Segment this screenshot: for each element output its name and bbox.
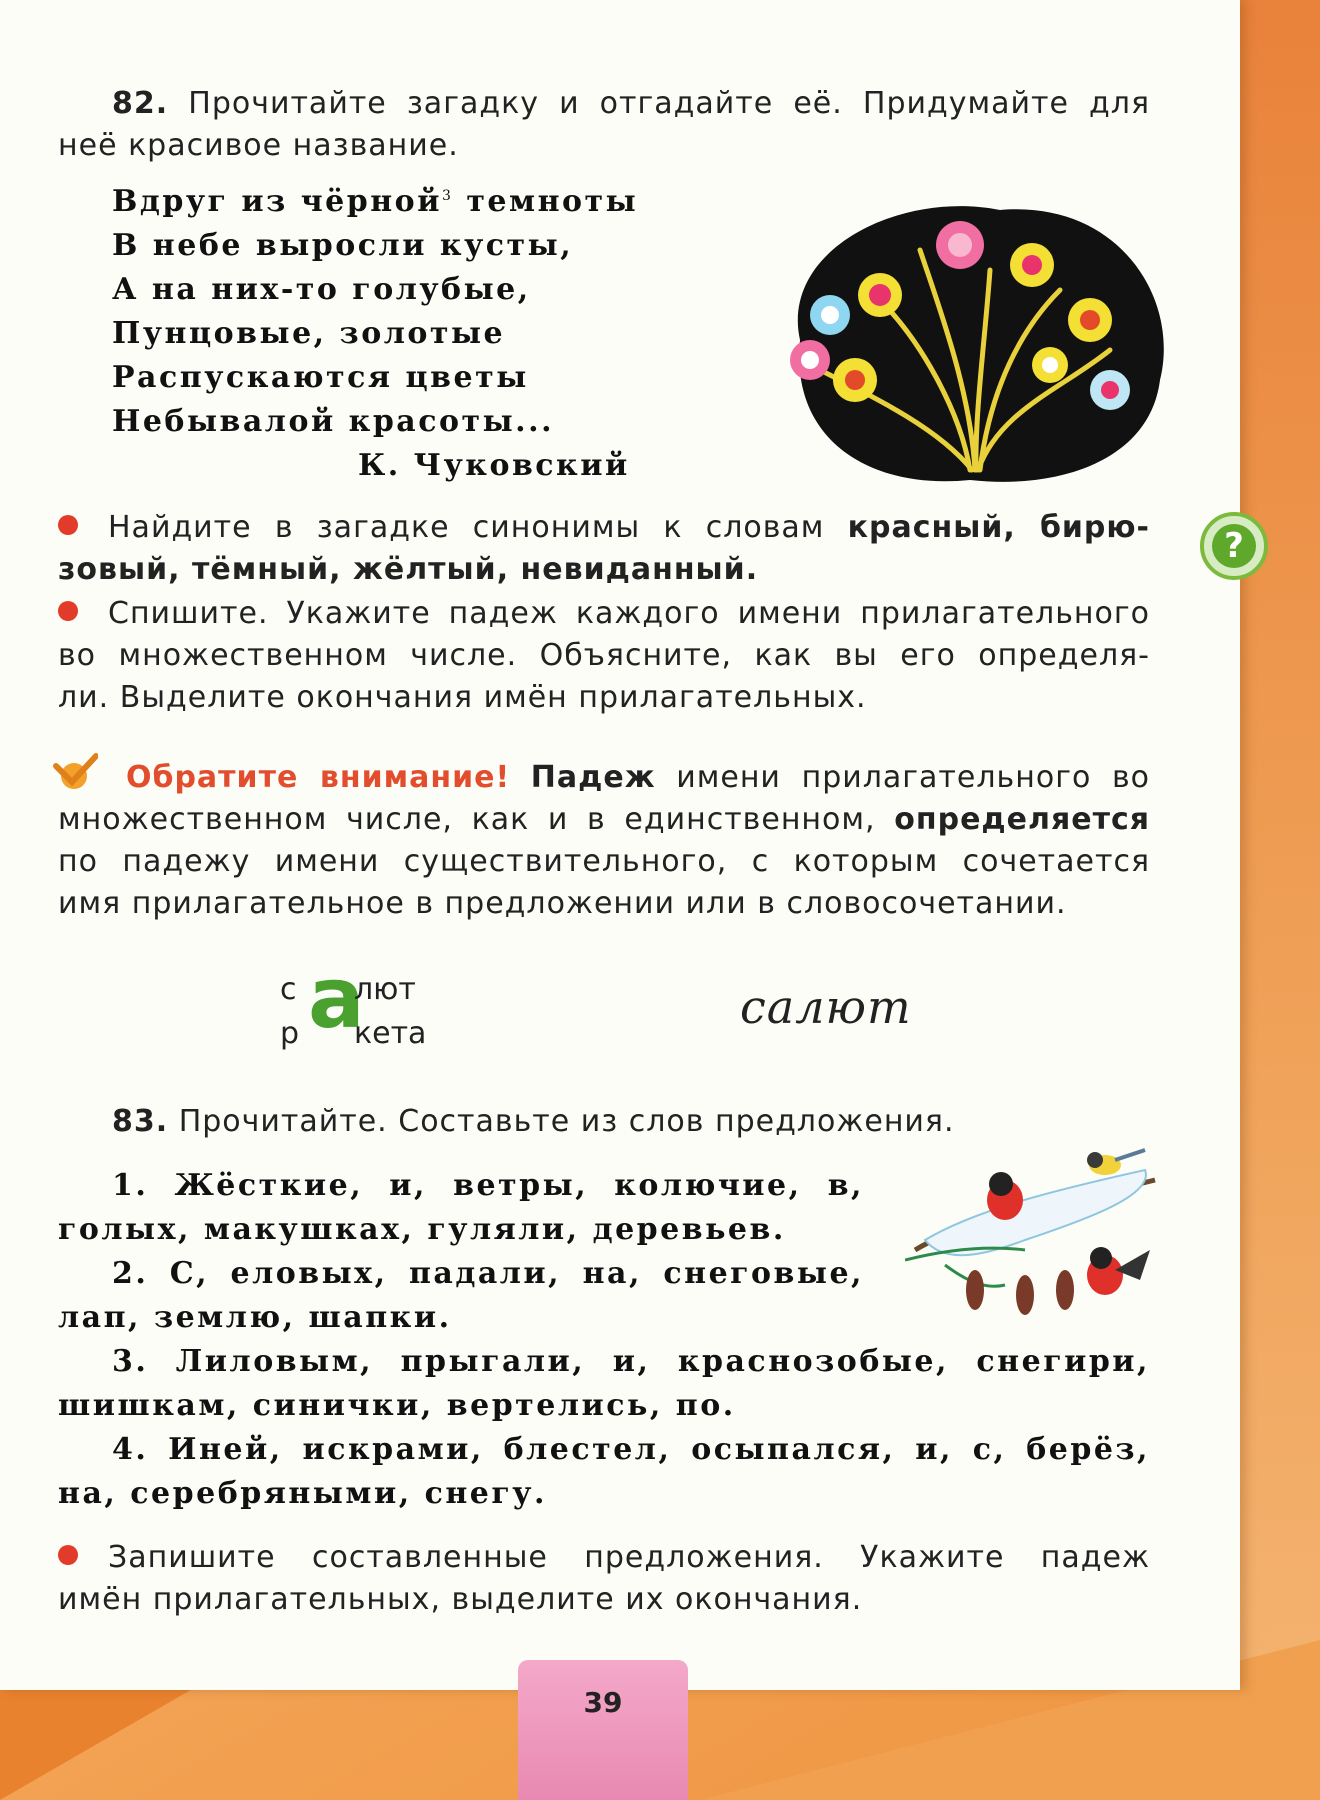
- ex83-task-line2: имён прилагательных, выделите их окончания.: [58, 1582, 863, 1617]
- footnote-mark: 3: [441, 188, 454, 204]
- ex83-task-line1-text: Запишите составленные предложения. Укажите падеж: [108, 1540, 1150, 1575]
- task1-text: Найдите в загадке синонимы к словам: [108, 510, 825, 545]
- help-question-mark: ?: [1212, 524, 1256, 568]
- ex82-intro-line1: [112, 86, 1150, 121]
- right-edge-stripe: [1235, 0, 1320, 1800]
- ex83-line-7: 4. Иней, искрами, блестел, осыпался, и, с, берёз,: [112, 1432, 1150, 1467]
- ex83-line-3: 2. С, еловых, падали, на, снеговые,: [112, 1256, 864, 1291]
- poem-line-1-text: Вдруг из чёрной: [112, 184, 442, 219]
- bullet-dot-icon: [58, 1545, 78, 1565]
- note-bold-word: Падеж: [530, 760, 656, 795]
- poem-author: К. Чуковский: [358, 448, 630, 483]
- task2-line2: во множественном числе. Объясните, как вы его определя-: [58, 638, 1150, 673]
- poem-line-2: В небе выросли кусты,: [112, 228, 574, 263]
- fireworks-illustration: [760, 190, 1180, 490]
- poem-line-6: Небывалой красоты...: [112, 404, 555, 439]
- vocab-word2-suffix: кета: [354, 1016, 427, 1051]
- vocab-word1-suffix: лют: [354, 972, 416, 1007]
- note-line1-text: имени прилагательного во: [676, 760, 1150, 795]
- note-title: Обратите внимание!: [126, 760, 511, 795]
- note-line2-text: множественном числе, как и в единственном,: [58, 802, 876, 837]
- bullet-dot-icon: [58, 601, 78, 621]
- task1-words: красный, бирю-: [847, 510, 1150, 545]
- ex83-line-2: голых, макушках, гуляли, деревьев.: [58, 1212, 786, 1247]
- note-line1: [126, 760, 1150, 795]
- task2-line3: ли. Выделите окончания имён прилагательных.: [58, 680, 867, 715]
- note-line4: имя прилагательное в предложении или в словосочетании.: [58, 886, 1067, 921]
- poem-line-3: А на них-то голубые,: [112, 272, 531, 307]
- vocab-highlight-letter: а: [308, 949, 365, 1047]
- vocab-word1-prefix: с: [280, 972, 297, 1007]
- ex82-intro-line2: неё красивое название.: [58, 128, 459, 163]
- poem-line-1-end: темноты: [466, 184, 639, 219]
- ex82-intro-text: Прочитайте загадку и отгадайте её. Придумайте для: [188, 86, 1151, 121]
- ex83-intro: [112, 1104, 955, 1139]
- ex83-number: 83.: [112, 1104, 169, 1139]
- vocab-handwritten-word: салют: [740, 980, 912, 1034]
- poem-line-4: Пунцовые, золотые: [112, 316, 506, 351]
- note-line2-bold: определяется: [894, 802, 1150, 837]
- bullfinches-illustration: [905, 1140, 1165, 1330]
- note-line3: по падежу имени существительного, с которым сочетается: [58, 844, 1150, 879]
- task2-line1: [58, 596, 1150, 631]
- vocabulary-word: [280, 949, 440, 1060]
- attention-check-icon: [52, 752, 98, 792]
- page-number: 39: [583, 1686, 623, 1719]
- ex82-number: 82.: [112, 86, 169, 121]
- ex83-line-6: шишкам, синички, вертелись, по.: [58, 1388, 736, 1423]
- note-line2: [58, 802, 1150, 837]
- help-question-icon[interactable]: [1200, 512, 1268, 580]
- task1-line2: зовый, тёмный, жёлтый, невиданный.: [58, 552, 759, 587]
- ex83-intro-text: Прочитайте. Составьте из слов предложения.: [178, 1104, 955, 1139]
- ex83-line-4: лап, землю, шапки.: [58, 1300, 452, 1335]
- page-number-tab: [518, 1660, 688, 1800]
- ex83-line-5: 3. Лиловым, прыгали, и, краснозобые, снегири,: [112, 1344, 1150, 1379]
- poem-line-5: Распускаются цветы: [112, 360, 529, 395]
- ex83-task-line1: [58, 1540, 1150, 1575]
- bullet-dot-icon: [58, 515, 78, 535]
- poem-line-1: [112, 184, 638, 219]
- task1-line1: [58, 510, 1150, 545]
- ex83-line-8: на, серебряными, снегу.: [58, 1476, 547, 1511]
- ex83-line-1: 1. Жёсткие, и, ветры, колючие, в,: [112, 1168, 864, 1203]
- vocab-word2-prefix: р: [280, 1016, 300, 1051]
- task2-line1-text: Спишите. Укажите падеж каждого имени прилагательного: [108, 596, 1150, 631]
